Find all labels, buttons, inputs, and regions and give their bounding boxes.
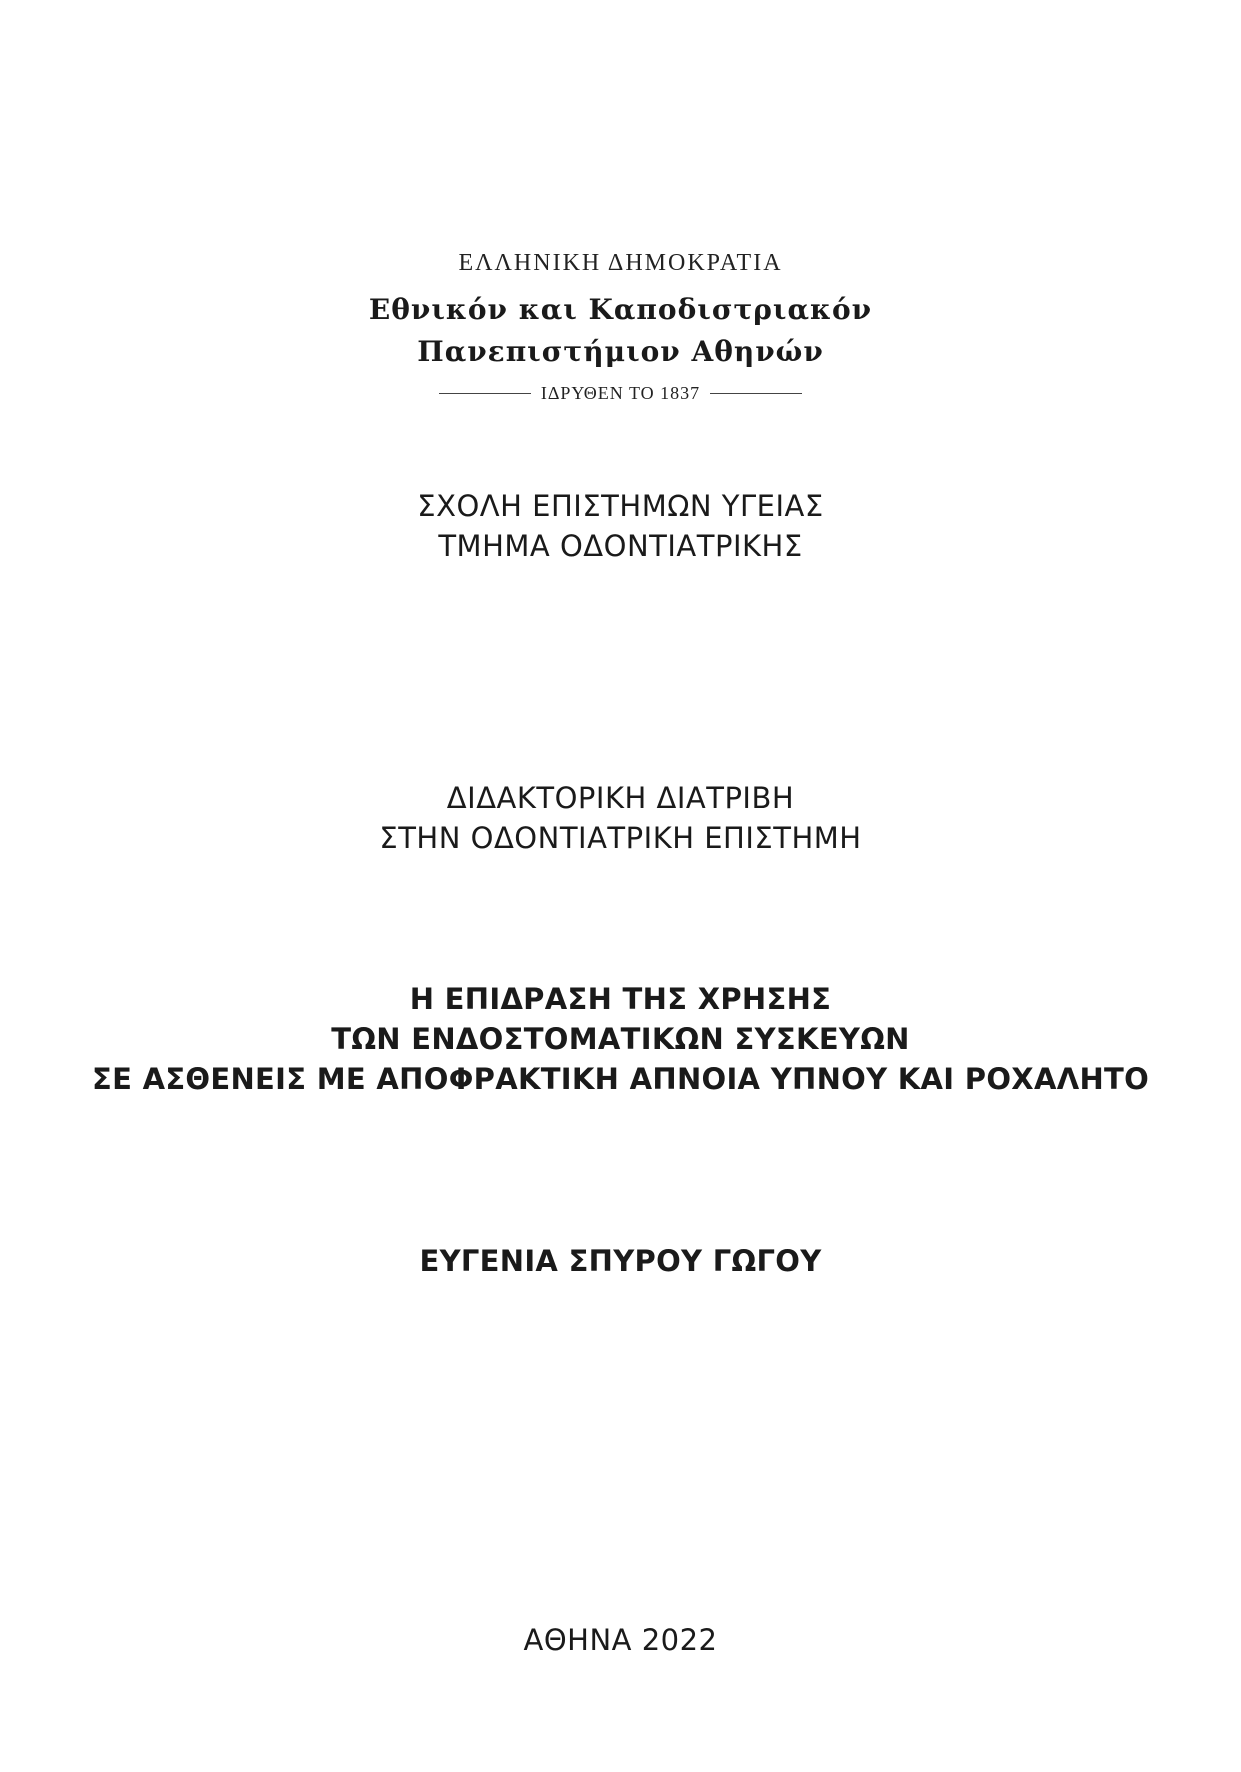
founded-rule-right [710, 393, 802, 394]
republic-label: ΕΛΛΗΝΙΚΗ ΔΗΜΟΚΡΑΤΙΑ [458, 250, 783, 276]
author-name: ΕΥΓΕΝΙΑ ΣΠΥΡΟΥ ΓΩΓΟΥ [419, 1244, 822, 1278]
school-block [0, 486, 1241, 566]
city-year: ΑΘΗΝΑ 2022 [523, 1623, 718, 1657]
department-name: ΤΜΗΜΑ ΟΔΟΝΤΙΑΤΡΙΚΗΣ [438, 529, 803, 563]
thesis-title-line-1: Η ΕΠΙΔΡΑΣΗ ΤΗΣ ΧΡΗΣΗΣ [409, 982, 832, 1016]
thesis-title-line-3: ΣΕ ΑΣΘΕΝΕΙΣ ΜΕ ΑΠΟΦΡΑΚΤΙΚΗ ΑΠΝΟΙΑ ΥΠΝΟΥ ΚΑΙ ΡΟΧΑΛΗΤΟ [91, 1062, 1150, 1096]
dissertation-block [0, 778, 1241, 858]
founded-row [0, 383, 1241, 404]
thesis-title [0, 979, 1241, 1099]
school-name: ΣΧΟΛΗ ΕΠΙΣΤΗΜΩΝ ΥΓΕΙΑΣ [417, 489, 824, 523]
university-name-line-2: Πανεπιστήμιον Αθηνών [417, 335, 824, 368]
founded-rule-left [439, 393, 531, 394]
thesis-title-line-2: ΤΩΝ ΕΝΔΟΣΤΟΜΑΤΙΚΩΝ ΣΥΣΚΕΥΩΝ [331, 1022, 910, 1056]
dissertation-type: ΔΙΔΑΚΤΟΡΙΚΗ ΔΙΑΤΡΙΒΗ [446, 781, 795, 815]
university-name-line-1: Εθνικόν και Καποδιστριακόν [368, 293, 873, 326]
founded-label: ΙΔΡΥΘΕΝ ΤΟ 1837 [540, 383, 701, 403]
dissertation-field: ΣΤΗΝ ΟΔΟΝΤΙΑΤΡΙΚΗ ΕΠΙΣΤΗΜΗ [379, 821, 862, 855]
